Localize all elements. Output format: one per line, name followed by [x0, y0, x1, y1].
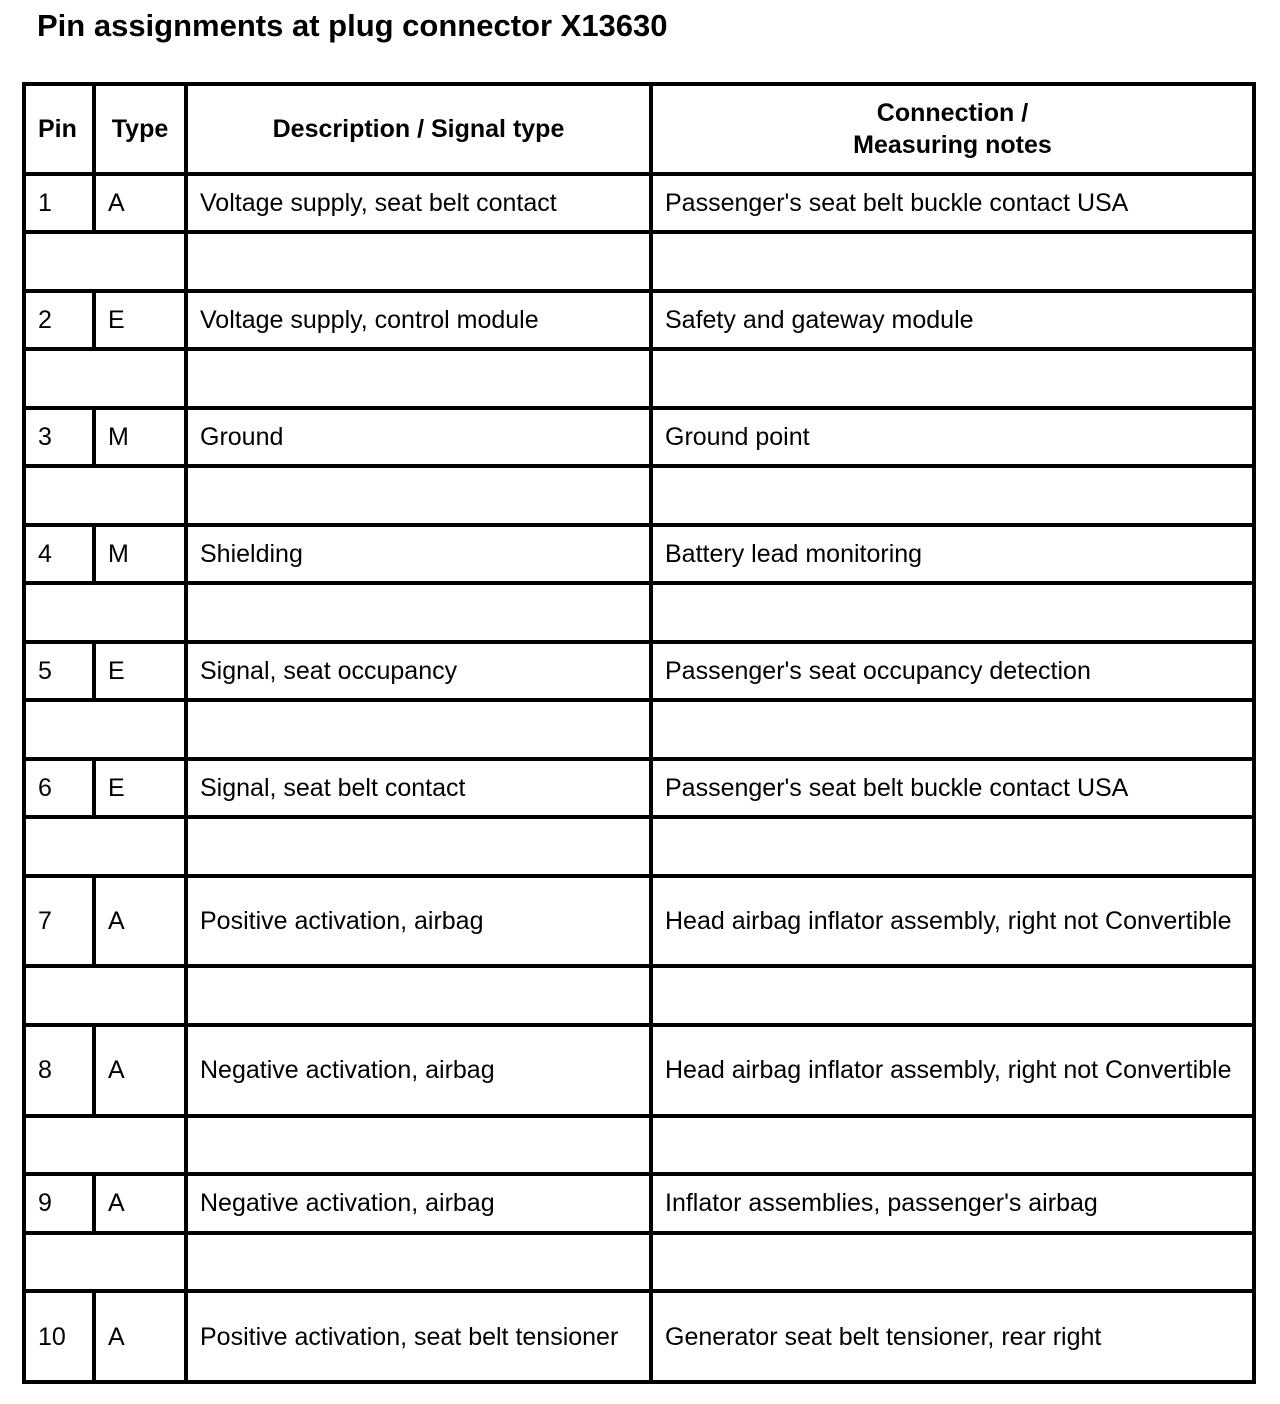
header-connection-line2: Measuring notes	[853, 131, 1052, 159]
pin-assignment-table	[22, 82, 1256, 1384]
connection-cell: Head airbag inflator assembly, right not Convertible	[651, 876, 1254, 967]
type-cell: A	[94, 1025, 186, 1116]
table-row	[24, 1025, 1254, 1116]
pin-cell: 3	[24, 408, 94, 466]
description-cell: Voltage supply, seat belt contact	[186, 174, 651, 232]
connection-cell: Battery lead monitoring	[651, 525, 1254, 583]
table-row	[24, 291, 1254, 349]
description-cell: Signal, seat occupancy	[186, 642, 651, 700]
spacer-row	[24, 966, 1254, 1024]
header-connection-line1: Connection /	[876, 99, 1029, 127]
type-cell: A	[94, 1291, 186, 1382]
spacer-row	[24, 1233, 1254, 1291]
type-cell: M	[94, 525, 186, 583]
spacer-row	[24, 232, 1254, 290]
description-cell: Voltage supply, control module	[186, 291, 651, 349]
table-row	[24, 642, 1254, 700]
table-header-row	[24, 84, 1254, 174]
table-row	[24, 759, 1254, 817]
connection-cell: Passenger's seat belt buckle contact USA	[651, 174, 1254, 232]
type-cell: A	[94, 1174, 186, 1232]
type-cell: E	[94, 642, 186, 700]
type-cell: E	[94, 759, 186, 817]
type-cell: A	[94, 174, 186, 232]
spacer-row	[24, 700, 1254, 758]
pin-cell: 4	[24, 525, 94, 583]
description-cell: Positive activation, airbag	[186, 876, 651, 967]
header-pin: Pin	[24, 84, 94, 174]
pin-cell: 8	[24, 1025, 94, 1116]
description-cell: Negative activation, airbag	[186, 1174, 651, 1232]
pin-cell: 9	[24, 1174, 94, 1232]
spacer-row	[24, 583, 1254, 641]
pin-cell: 2	[24, 291, 94, 349]
pin-cell: 5	[24, 642, 94, 700]
table-row	[24, 174, 1254, 232]
description-cell: Positive activation, seat belt tensioner	[186, 1291, 651, 1382]
page-title: Pin assignments at plug connector X13630	[37, 8, 668, 43]
spacer-row	[24, 1116, 1254, 1174]
pin-cell: 1	[24, 174, 94, 232]
header-type: Type	[94, 84, 186, 174]
connection-cell: Head airbag inflator assembly, right not Convertible	[651, 1025, 1254, 1116]
description-cell: Signal, seat belt contact	[186, 759, 651, 817]
type-cell: A	[94, 876, 186, 967]
pin-cell: 6	[24, 759, 94, 817]
spacer-row	[24, 349, 1254, 407]
table-row	[24, 1174, 1254, 1232]
spacer-row	[24, 817, 1254, 875]
description-cell: Negative activation, airbag	[186, 1025, 651, 1116]
connection-cell: Passenger's seat occupancy detection	[651, 642, 1254, 700]
spacer-row	[24, 466, 1254, 524]
pin-cell: 7	[24, 876, 94, 967]
table-row	[24, 1291, 1254, 1382]
connection-cell: Safety and gateway module	[651, 291, 1254, 349]
description-cell: Shielding	[186, 525, 651, 583]
header-connection	[651, 84, 1254, 174]
connection-cell: Generator seat belt tensioner, rear right	[651, 1291, 1254, 1382]
type-cell: M	[94, 408, 186, 466]
description-cell: Ground	[186, 408, 651, 466]
pin-cell: 10	[24, 1291, 94, 1382]
table-row	[24, 525, 1254, 583]
header-description: Description / Signal type	[186, 84, 651, 174]
connection-cell: Passenger's seat belt buckle contact USA	[651, 759, 1254, 817]
type-cell: E	[94, 291, 186, 349]
connection-cell: Inflator assemblies, passenger's airbag	[651, 1174, 1254, 1232]
connection-cell: Ground point	[651, 408, 1254, 466]
table-row	[24, 408, 1254, 466]
table-row	[24, 876, 1254, 967]
